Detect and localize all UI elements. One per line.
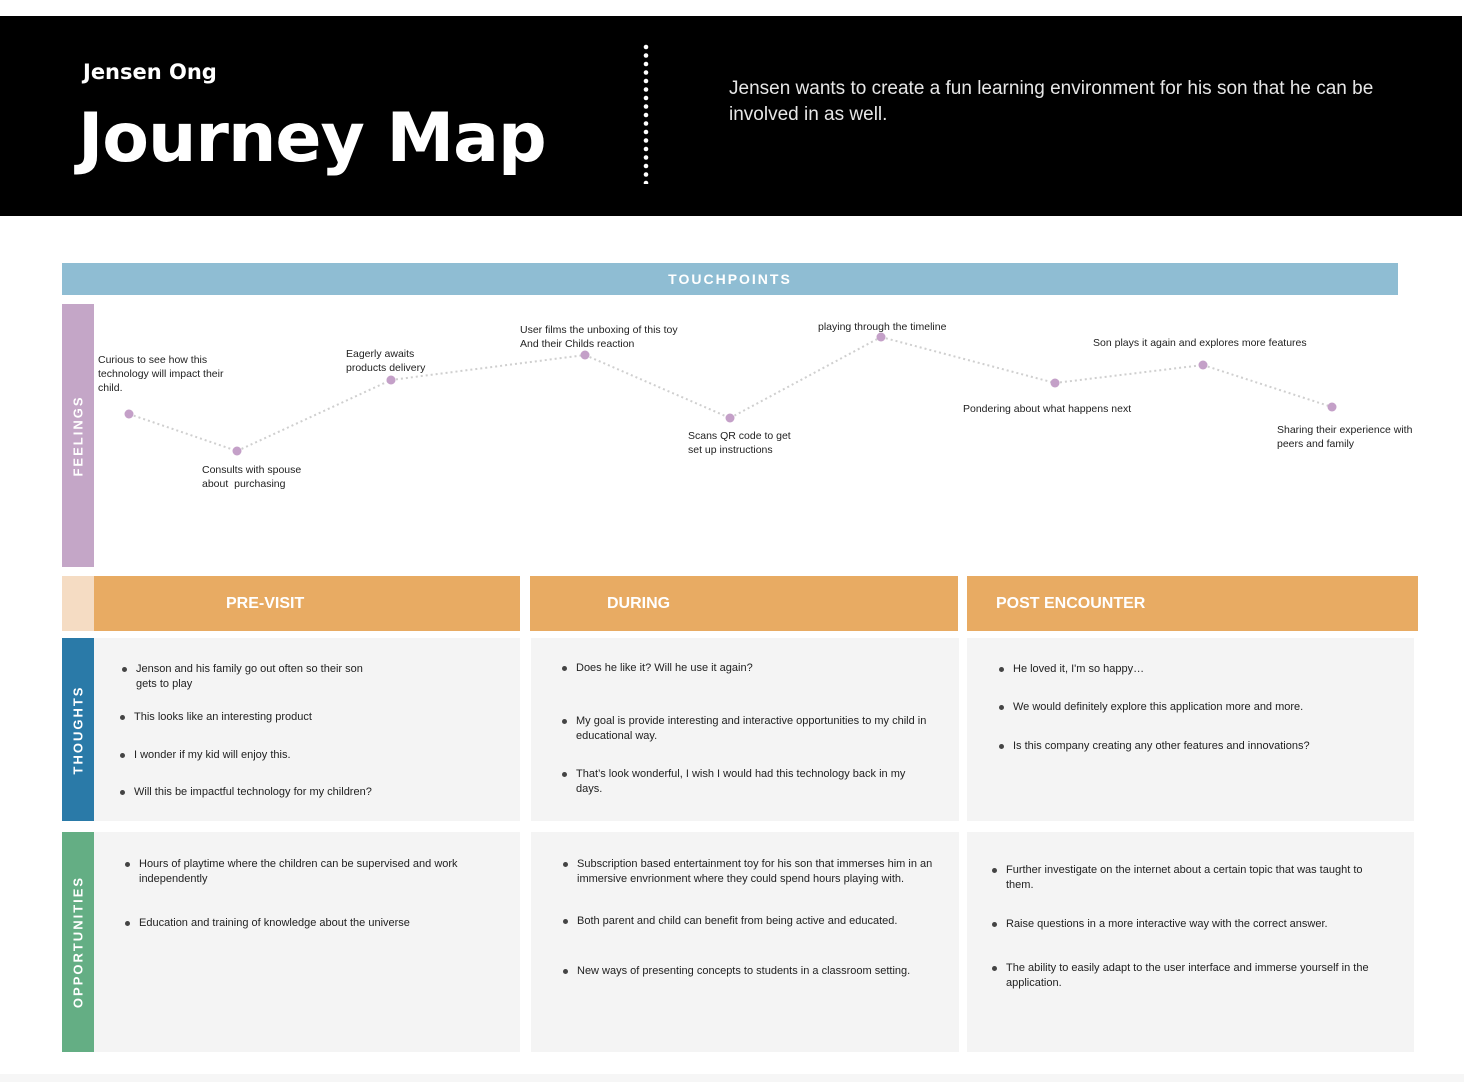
feeling-point [233, 447, 242, 456]
opportunity-item: Hours of playtime where the children can be supervised and work independently [139, 857, 479, 887]
thought-item: Is this company creating any other features and innovations? [1013, 739, 1393, 754]
feeling-label: Consults with spouse about purchasing [202, 464, 302, 490]
feeling-point [387, 376, 396, 385]
opportunity-item: Further investigate on the internet about a certain topic that was taught to them. [1006, 863, 1381, 893]
opportunity-item: Subscription based entertainment toy for his son that immerses him in an immersive envrionment where they could spend hours playing with. [577, 857, 937, 887]
feeling-point [726, 414, 735, 423]
thought-item: My goal is provide interesting and interactive opportunities to my child in educational way. [576, 714, 931, 744]
phase-during: DURING [530, 576, 958, 631]
thought-item: He loved it, I'm so happy… [1013, 662, 1393, 677]
thought-item: Jenson and his family go out often so their son gets to play [136, 662, 376, 692]
feelings-label: FEELINGS [70, 394, 86, 477]
feeling-connector [129, 414, 237, 451]
feeling-point [125, 410, 134, 419]
feeling-connector [1203, 365, 1332, 407]
feeling-connector [585, 355, 730, 418]
opportunity-item: The ability to easily adapt to the user interface and immerse yourself in the application. [1006, 961, 1381, 991]
thought-item: That’s look wonderful, I wish I would had this technology back in my days. [576, 767, 921, 797]
feeling-label: User films the unboxing of this toy And their Childs reaction [520, 324, 678, 350]
phase-post-encounter: POST ENCOUNTER [967, 576, 1418, 631]
feeling-label: Pondering about what happens next [963, 403, 1132, 415]
opportunities-label: OPPORTUNITIES [70, 875, 86, 1009]
page-title: Journey Map [78, 99, 546, 178]
thought-item: Will this be impactful technology for my children? [134, 785, 494, 800]
feeling-connector [1055, 365, 1203, 383]
feeling-connector [237, 380, 391, 451]
feeling-point [1051, 379, 1060, 388]
feeling-connector [730, 337, 881, 418]
opportunity-item: New ways of presenting concepts to students in a classroom setting. [577, 964, 937, 979]
feeling-point [1328, 403, 1337, 412]
feeling-connector [881, 337, 1055, 383]
feeling-point [1199, 361, 1208, 370]
feeling-label: Son plays it again and explores more features [1093, 337, 1307, 349]
opportunity-item: Raise questions in a more interactive way with the correct answer. [1006, 917, 1381, 932]
feeling-label: Eagerly awaits products delivery [346, 348, 426, 374]
phase-pre-visit: PRE-VISIT [94, 576, 520, 631]
thought-item: We would definitely explore this application more and more. [1013, 700, 1393, 715]
thought-item: Does he like it? Will he use it again? [576, 661, 916, 676]
feeling-label: Scans QR code to get set up instructions [688, 430, 791, 456]
touchpoints-bar: TOUCHPOINTS [62, 263, 1398, 295]
phase-tab [62, 576, 94, 631]
feeling-label: playing through the timeline [818, 321, 947, 333]
persona-summary: Jensen wants to create a fun learning environment for his son that he can be involved in as well. [729, 78, 1374, 125]
feeling-point [581, 351, 590, 360]
bottom-strip [0, 1074, 1464, 1082]
feeling-label: Curious to see how this technology will impact their child. [98, 354, 224, 394]
thoughts-label: THOUGHTS [70, 685, 86, 774]
feeling-label: Sharing their experience with peers and family [1277, 424, 1413, 450]
thought-item: I wonder if my kid will enjoy this. [134, 748, 474, 763]
persona-name: Jensen Ong [83, 60, 217, 84]
opportunity-item: Education and training of knowledge about the universe [139, 916, 479, 931]
thought-item: This looks like an interesting product [134, 710, 474, 725]
opportunity-item: Both parent and child can benefit from being active and educated. [577, 914, 937, 929]
